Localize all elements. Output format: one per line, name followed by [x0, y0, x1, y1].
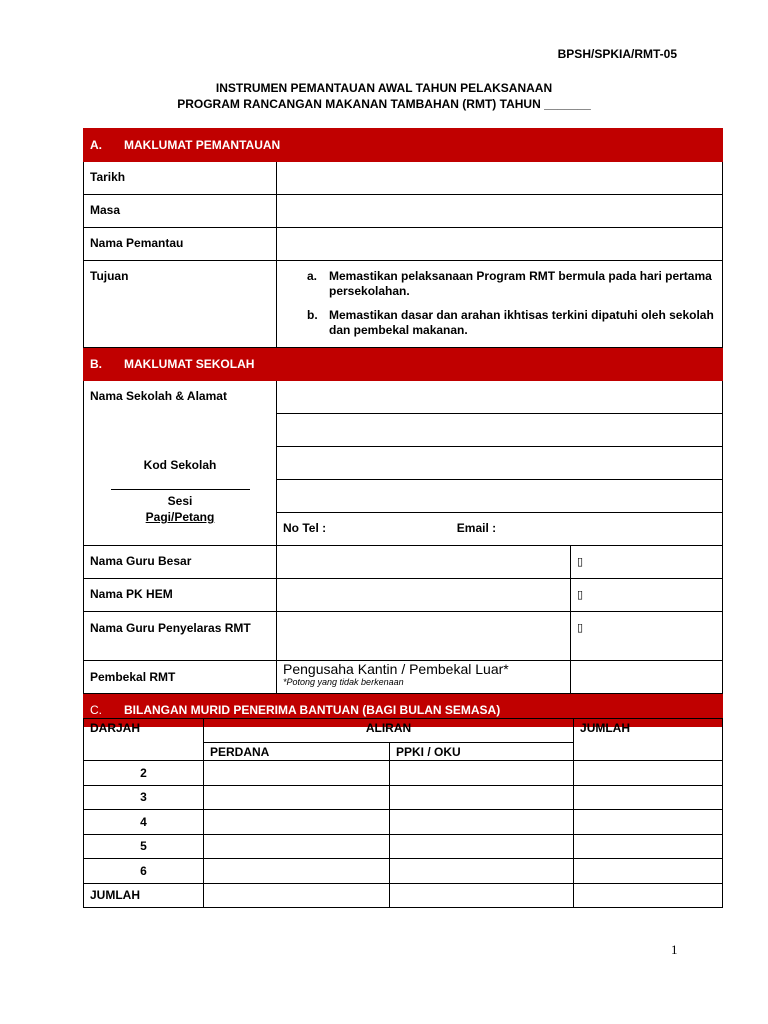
- sesi-block: [84, 493, 276, 525]
- sekolah-label-cell: [84, 381, 277, 546]
- darjah-5-jumlah-field[interactable]: [574, 834, 723, 859]
- guru-penyelaras-field[interactable]: [277, 612, 571, 661]
- pembekal-option-field[interactable]: [277, 661, 571, 694]
- tarikh-label: Tarikh: [84, 162, 277, 195]
- guru-penyelaras-label: Nama Guru Penyelaras RMT: [84, 612, 277, 661]
- tujuan-item-a: [307, 269, 714, 299]
- pembekal-note: *Potong yang tidak berkenaan: [283, 677, 404, 687]
- darjah-2-jumlah-field[interactable]: [574, 761, 723, 786]
- darjah-6-jumlah-field[interactable]: [574, 859, 723, 884]
- murid-row-darjah-3: [84, 785, 723, 810]
- darjah-5-perdana-field[interactable]: [204, 834, 390, 859]
- nama-sekolah-label: Nama Sekolah & Alamat: [90, 389, 227, 403]
- document-code: BPSH/SPKIA/RMT-05: [557, 47, 677, 61]
- row-guru-penyelaras: [84, 612, 723, 661]
- darjah-4-ppki-field[interactable]: [390, 810, 574, 835]
- pk-hem-label: Nama PK HEM: [84, 579, 277, 612]
- murid-row-darjah-6: [84, 859, 723, 884]
- title-line-1: INSTRUMEN PEMANTAUAN AWAL TAHUN PELAKSANAAN: [215, 81, 553, 95]
- tujuan-label: Tujuan: [84, 261, 277, 348]
- pembekal-extra-field[interactable]: [571, 661, 723, 694]
- monitoring-form-table: [83, 128, 723, 727]
- pembekal-value: Pengusaha Kantin / Pembekal Luar*: [283, 661, 509, 677]
- section-b-letter: B.: [90, 357, 102, 371]
- guru-besar-field[interactable]: [277, 546, 571, 579]
- darjah-4-perdana-field[interactable]: [204, 810, 390, 835]
- murid-row-darjah-4: [84, 810, 723, 835]
- darjah-3-label: 3: [84, 785, 204, 810]
- section-c-letter: C.: [90, 703, 102, 717]
- ppki-header: PPKI / OKU: [390, 743, 574, 761]
- darjah-4-jumlah-field[interactable]: [574, 810, 723, 835]
- darjah-2-label: 2: [84, 761, 204, 786]
- phone-icon: ▯: [577, 588, 584, 601]
- row-guru-besar: [84, 546, 723, 579]
- section-a-title: MAKLUMAT PEMANTAUAN: [124, 138, 281, 152]
- jumlah-ppki-field[interactable]: [390, 883, 574, 908]
- jumlah-row-label: JUMLAH: [84, 883, 204, 908]
- row-pk-hem: [84, 579, 723, 612]
- nama-pemantau-field[interactable]: [277, 228, 723, 261]
- tujuan-item-a-text: Memastikan pelaksanaan Program RMT bermula pada hari pertama persekolahan.: [329, 269, 712, 298]
- darjah-header: DARJAH: [84, 719, 204, 761]
- pk-hem-field[interactable]: [277, 579, 571, 612]
- section-a-header: [84, 129, 723, 162]
- murid-row-darjah-2: [84, 761, 723, 786]
- section-c-title: BILANGAN MURID PENERIMA BANTUAN (BAGI BULAN SEMASA): [124, 703, 501, 717]
- page-number: 1: [671, 942, 678, 957]
- tarikh-field[interactable]: [277, 162, 723, 195]
- darjah-3-ppki-field[interactable]: [390, 785, 574, 810]
- phone-icon: ▯: [577, 555, 584, 568]
- guru-besar-phone-field[interactable]: [571, 546, 723, 579]
- contact-field[interactable]: [277, 513, 723, 546]
- row-tujuan: [84, 261, 723, 348]
- title-line-2: PROGRAM RANCANGAN MAKANAN TAMBAHAN (RMT) TAHUN _______: [177, 97, 591, 111]
- guru-penyelaras-phone-field[interactable]: [571, 612, 723, 661]
- document-title: [0, 80, 768, 112]
- darjah-3-jumlah-field[interactable]: [574, 785, 723, 810]
- darjah-6-label: 6: [84, 859, 204, 884]
- darjah-5-label: 5: [84, 834, 204, 859]
- tujuan-list: [307, 269, 714, 338]
- darjah-2-ppki-field[interactable]: [390, 761, 574, 786]
- murid-header-row-1: [84, 719, 723, 743]
- kod-sekolah-label: Kod Sekolah: [143, 458, 217, 472]
- email-label: Email :: [456, 521, 497, 535]
- kod-divider: [111, 489, 250, 490]
- tujuan-item-b-text: Memastikan dasar dan arahan ikhtisas terkini dipatuhi oleh sekolah dan pembekal makanan.: [329, 308, 714, 337]
- aliran-header: ALIRAN: [204, 719, 574, 743]
- sekolah-field-2[interactable]: [277, 414, 723, 447]
- darjah-2-perdana-field[interactable]: [204, 761, 390, 786]
- row-masa: [84, 195, 723, 228]
- masa-field[interactable]: [277, 195, 723, 228]
- pembekal-label: Pembekal RMT: [84, 661, 277, 694]
- tujuan-item-a-letter: a.: [307, 269, 318, 283]
- jumlah-header: JUMLAH: [574, 719, 723, 761]
- darjah-6-ppki-field[interactable]: [390, 859, 574, 884]
- tujuan-item-b-letter: b.: [307, 308, 318, 322]
- section-b-header: [84, 348, 723, 381]
- sekolah-field-1[interactable]: [277, 381, 723, 414]
- darjah-3-perdana-field[interactable]: [204, 785, 390, 810]
- student-count-table: [83, 718, 723, 908]
- row-nama-pemantau: [84, 228, 723, 261]
- tujuan-item-b: [307, 308, 714, 338]
- section-b-title: MAKLUMAT SEKOLAH: [124, 357, 255, 371]
- darjah-4-label: 4: [84, 810, 204, 835]
- pk-hem-phone-field[interactable]: [571, 579, 723, 612]
- pagi-petang-label: Pagi/Petang: [145, 510, 215, 524]
- murid-row-darjah-5: [84, 834, 723, 859]
- guru-besar-label: Nama Guru Besar: [84, 546, 277, 579]
- sesi-label: Sesi: [167, 494, 193, 508]
- row-tarikh: [84, 162, 723, 195]
- jumlah-perdana-field[interactable]: [204, 883, 390, 908]
- no-tel-label: No Tel :: [283, 521, 327, 535]
- darjah-5-ppki-field[interactable]: [390, 834, 574, 859]
- perdana-header: PERDANA: [204, 743, 390, 761]
- section-a-letter: A.: [90, 138, 102, 152]
- sekolah-field-4[interactable]: [277, 480, 723, 513]
- jumlah-total-field[interactable]: [574, 883, 723, 908]
- darjah-6-perdana-field[interactable]: [204, 859, 390, 884]
- masa-label: Masa: [84, 195, 277, 228]
- tujuan-content: [277, 261, 723, 348]
- murid-row-jumlah: [84, 883, 723, 908]
- nama-pemantau-label: Nama Pemantau: [84, 228, 277, 261]
- sekolah-field-3[interactable]: [277, 447, 723, 480]
- row-sekolah-1: [84, 381, 723, 414]
- row-pembekal: [84, 661, 723, 694]
- phone-icon: ▯: [577, 621, 584, 634]
